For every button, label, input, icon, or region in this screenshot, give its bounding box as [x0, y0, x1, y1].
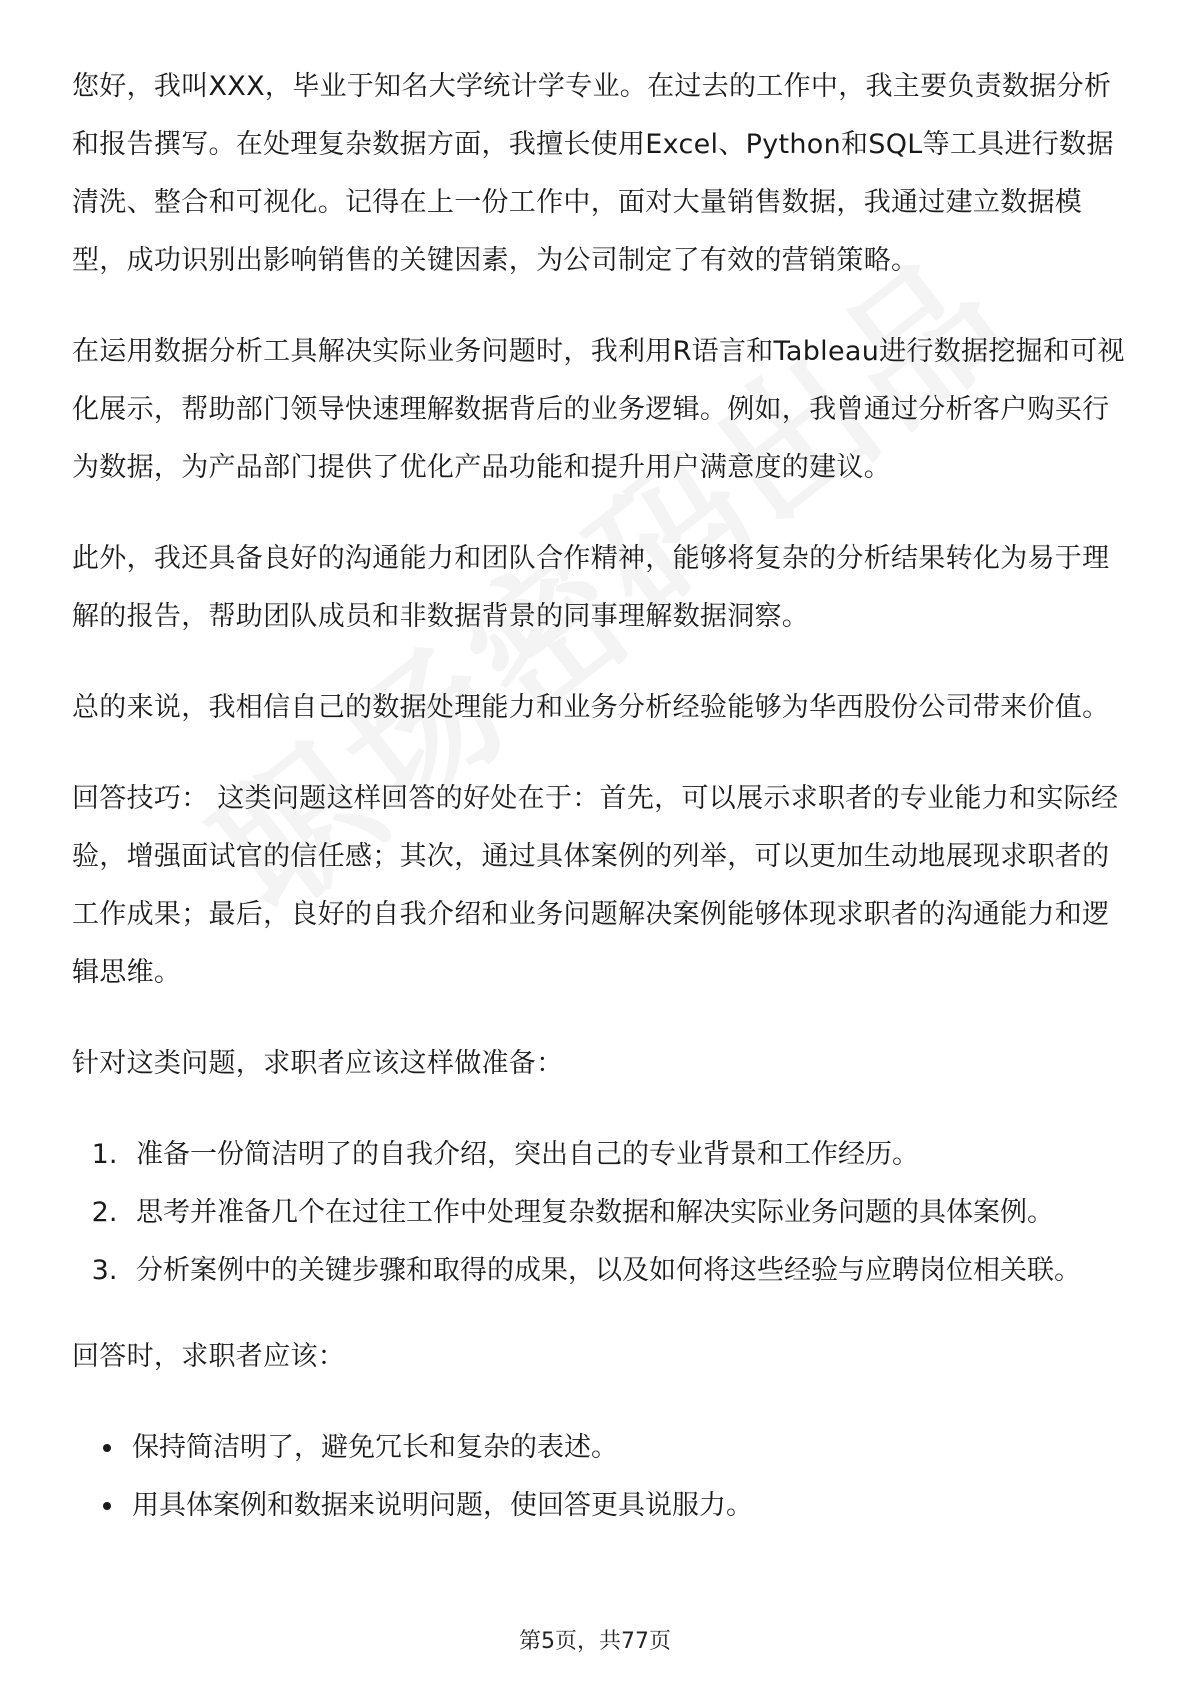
paragraph-answer-tips: 回答技巧： 这类问题这样回答的好处在于：首先，可以展示求职者的专业能力和实际经验，增强面试官的信任感；其次，通过具体案例的列举，可以更加生动地展现求职者的工作成果；最后，良好的自我介绍和业务问题解决案例能够体现求职者的沟通能力和逻辑思维。 [72, 783, 1119, 988]
prep-steps-list [72, 1126, 1132, 1300]
list-item: • 用具体案例和数据来说明问题，使回答更具说服力。 [126, 1477, 1132, 1535]
page-number: 第5页，共77页 [519, 1629, 671, 1654]
paragraph-answer-heading: 回答时，求职者应该： [72, 1341, 345, 1372]
document-body [72, 58, 1132, 1563]
paragraph-tools: 在运用数据分析工具解决实际业务问题时，我利用R语言和Tableau进行数据挖掘和可视化展示，帮助部门领导快速理解数据背后的业务逻辑。例如，我曾通过分析客户购买行为数据，为产品部门提供了优化产品功能和提升用户满意度的建议。 [72, 336, 1125, 483]
paragraph-communication: 此外，我还具备良好的沟通能力和团队合作精神，能够将复杂的分析结果转化为易于理解的报告，帮助团队成员和非数据背景的同事理解数据洞察。 [72, 543, 1110, 632]
paragraph-prep-heading: 针对这类问题，求职者应该这样做准备： [72, 1048, 564, 1079]
list-item: 3. 分析案例中的关键步骤和取得的成果，以及如何将这些经验与应聘岗位相关联。 [126, 1242, 1132, 1300]
answer-tips-list [72, 1419, 1132, 1535]
list-item: 2. 思考并准备几个在过往工作中处理复杂数据和解决实际业务问题的具体案例。 [126, 1184, 1132, 1242]
paragraph-summary: 总的来说，我相信自己的数据处理能力和业务分析经验能够为华西股份公司带来价值。 [72, 692, 1110, 723]
list-item: 1. 准备一份简洁明了的自我介绍，突出自己的专业背景和工作经历。 [126, 1126, 1132, 1184]
list-item: • 保持简洁明了，避免冗长和复杂的表述。 [126, 1419, 1132, 1477]
paragraph-intro: 您好，我叫XXX，毕业于知名大学统计学专业。在过去的工作中，我主要负责数据分析和报告撰写。在处理复杂数据方面，我擅长使用Excel、Python和SQL等工具进行数据清洗、整合和可视化。记得在上一份工作中，面对大量销售数据，我通过建立数据模型，成功识别出影响销售的关键因素，为公司制定了有效的营销策略。 [72, 71, 1114, 276]
